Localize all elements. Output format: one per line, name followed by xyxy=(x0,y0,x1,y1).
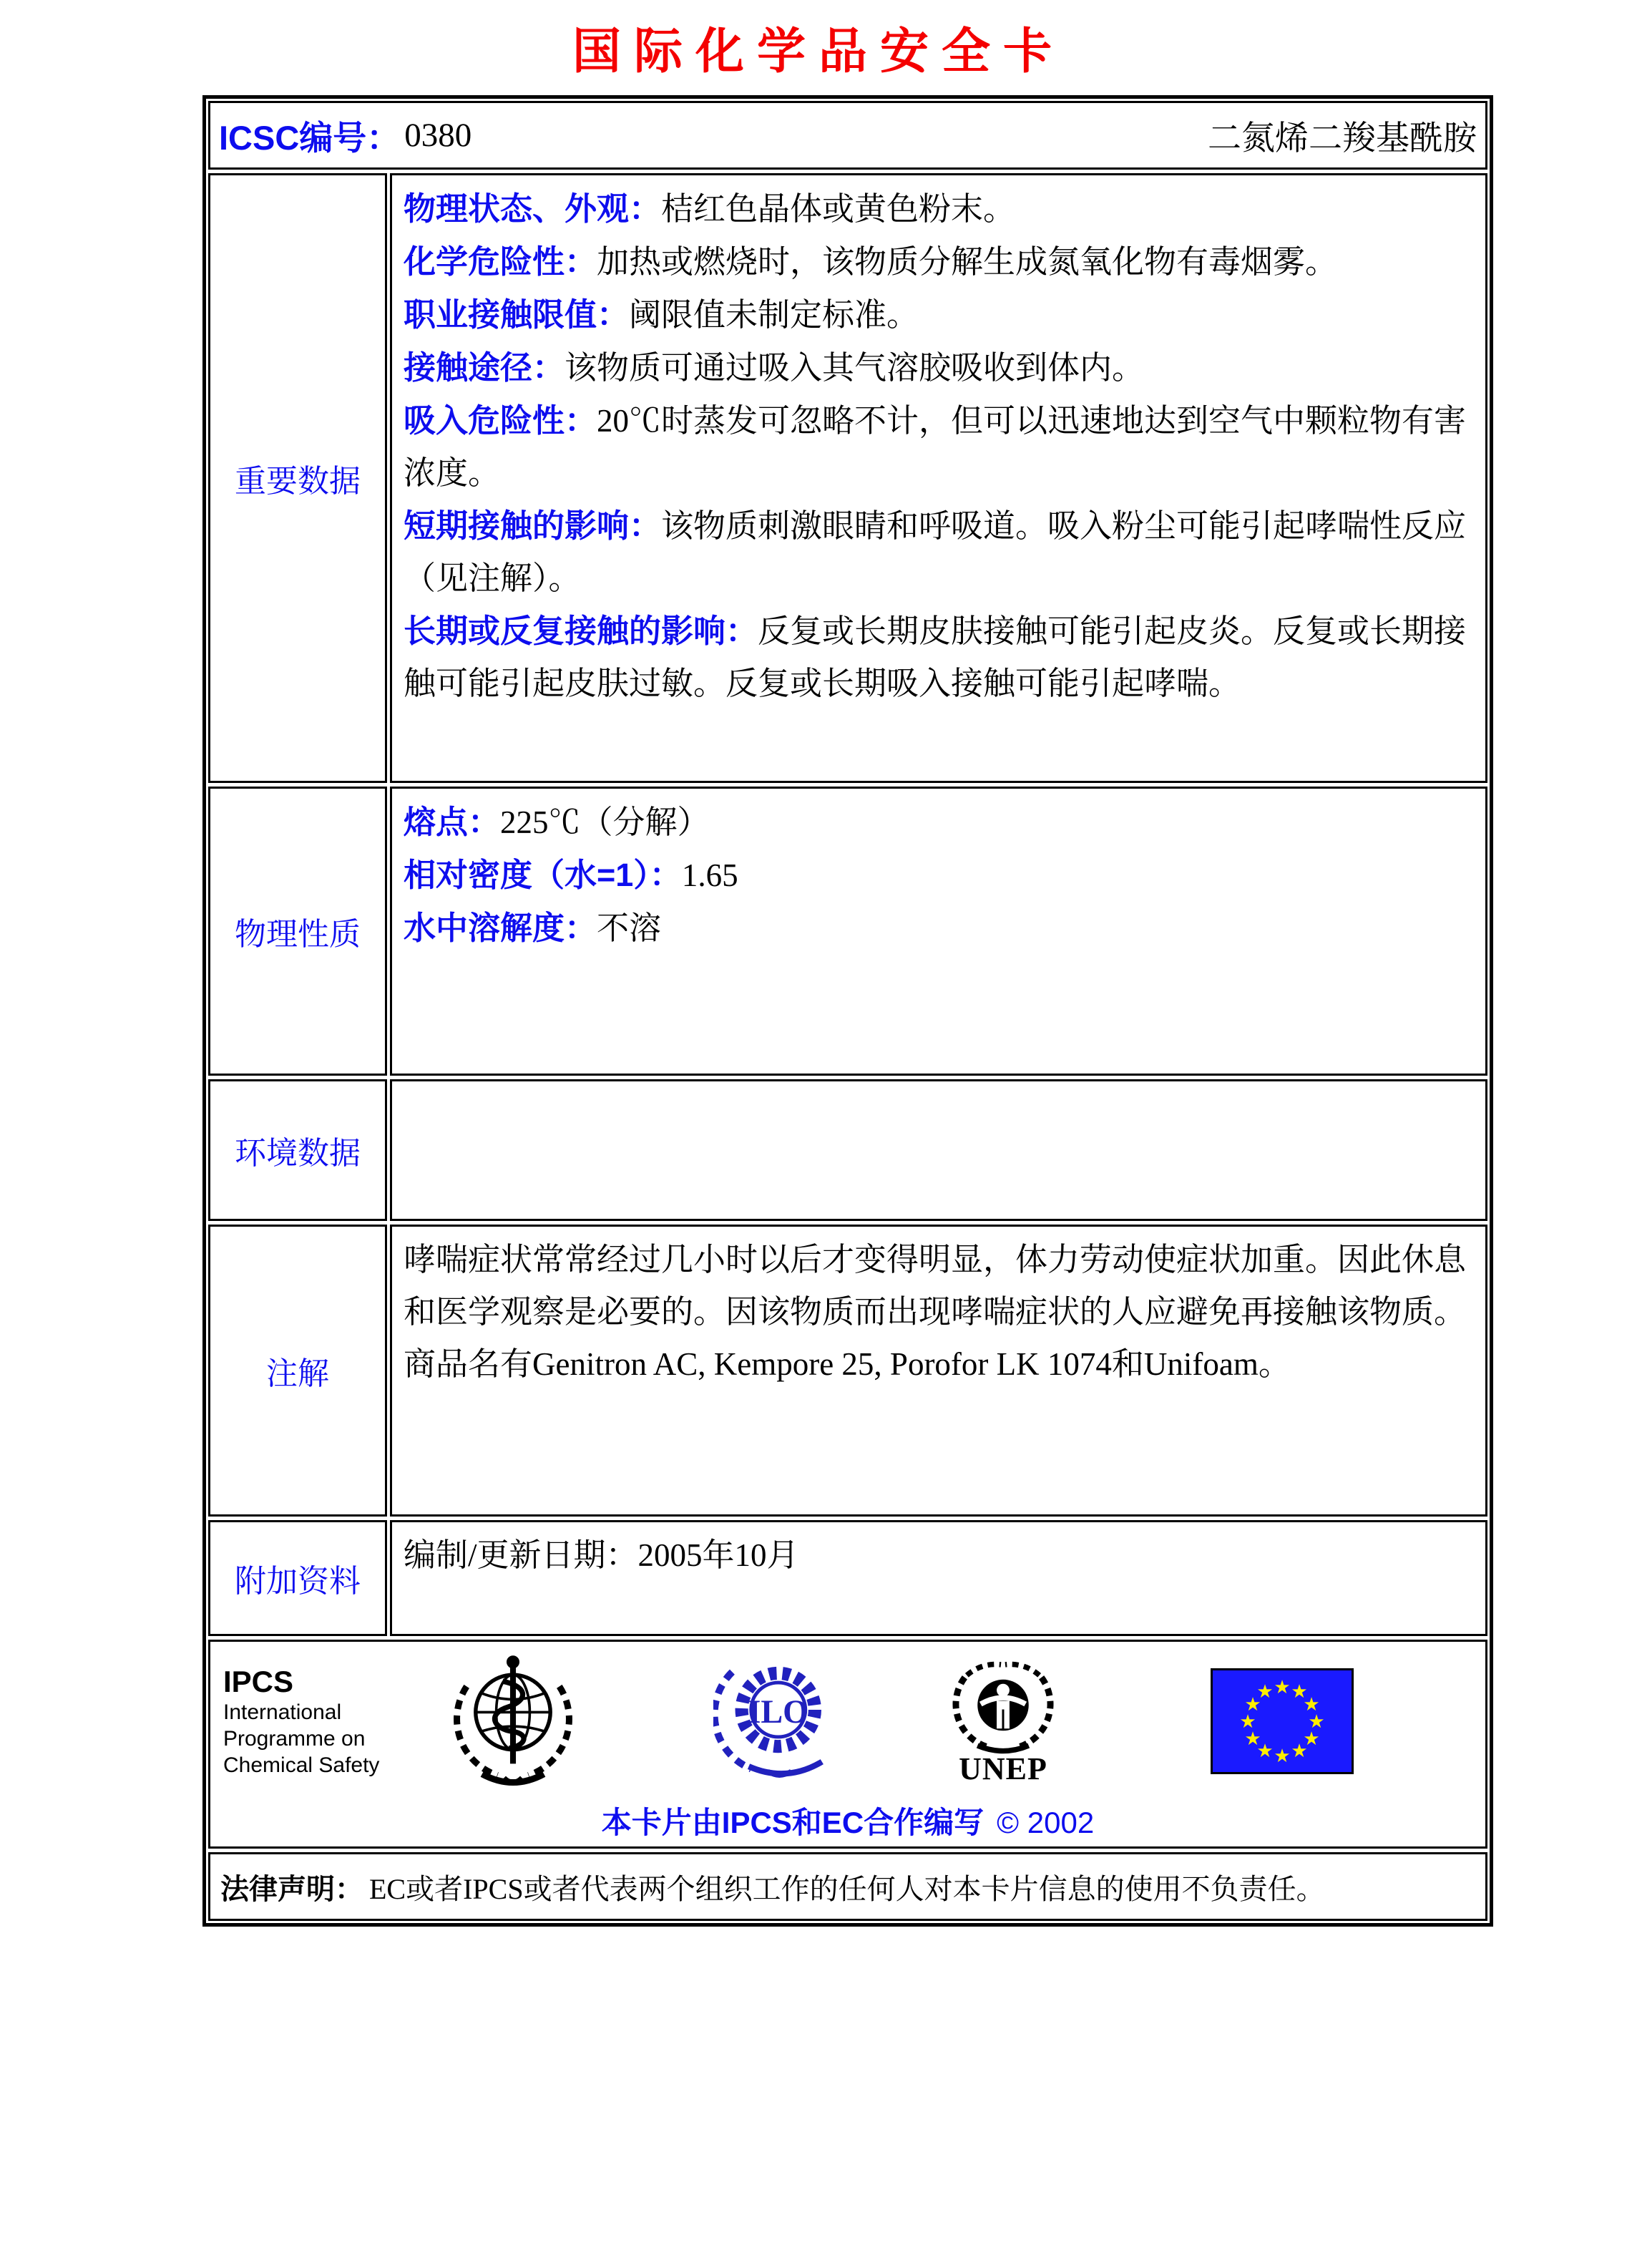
row-logos xyxy=(208,1640,1487,1849)
eu-star-icon: ★ xyxy=(1303,1728,1320,1750)
eu-star-icon: ★ xyxy=(1291,1681,1308,1703)
eu-star-icon: ★ xyxy=(1256,1681,1274,1703)
legal-notice-text: EC或者IPCS或者代表两个组织工作的任何人对本卡片信息的使用不负责任。 xyxy=(369,1872,1325,1905)
eu-star-icon: ★ xyxy=(1274,1746,1291,1767)
section-label-additional-info: 附加资料 xyxy=(235,1564,361,1599)
important-data-item: 职业接触限值：阈限值未制定标准。 xyxy=(404,296,919,333)
row-environmental-data xyxy=(208,1079,1487,1221)
who-logo-icon xyxy=(449,1650,577,1793)
section-label-notes: 注解 xyxy=(266,1356,329,1391)
row-legal xyxy=(208,1852,1487,1921)
header-row xyxy=(208,101,1487,170)
logos-strip xyxy=(210,1648,1485,1795)
eu-star-icon: ★ xyxy=(1244,1728,1261,1750)
ilo-letters: ILO xyxy=(748,1693,809,1730)
section-label-important-data: 重要数据 xyxy=(235,464,361,499)
physical-property-item: 水中溶解度：不溶 xyxy=(404,910,662,946)
unep-wordmark: UNEP xyxy=(959,1751,1047,1786)
section-label-environmental-data: 环境数据 xyxy=(235,1136,361,1171)
row-physical-properties xyxy=(208,787,1487,1076)
row-notes xyxy=(208,1225,1487,1517)
important-data-item: 短期接触的影响：该物质刺激眼睛和呼吸道。吸入粉尘可能引起哮喘性反应（见注解）。 xyxy=(404,507,1467,596)
update-date-line: 编制/更新日期：2005年10月 xyxy=(404,1537,799,1573)
eu-star-icon: ★ xyxy=(1256,1741,1274,1762)
page-title: 国际化学品安全卡 xyxy=(572,23,1065,80)
ipcs-acronym: IPCS xyxy=(223,1664,294,1698)
eu-flag-icon xyxy=(1211,1668,1354,1774)
legal-notice xyxy=(208,1852,1487,1921)
unep-logo-block xyxy=(949,1656,1057,1787)
eu-star-icon: ★ xyxy=(1291,1741,1308,1762)
environmental-data-content xyxy=(390,1079,1487,1221)
safety-card-table xyxy=(202,95,1493,1927)
chemical-name: 二氮烯二羧基酰胺 xyxy=(1208,120,1477,157)
eu-star-icon: ★ xyxy=(1303,1694,1320,1715)
icsc-number-label: ICSC编号： xyxy=(219,118,401,157)
notes-text: 哮喘症状常常经过几小时以后才变得明显，体力劳动使症状加重。因此休息和医学观察是必要的。因该物质而出现哮喘症状的人应避免再接触该物质。商品名有Genitron AC, Kempore 25, Porofor LK 1074和Unifoam。 xyxy=(404,1242,1467,1382)
important-data-item: 长期或反复接触的影响：反复或长期皮肤接触可能引起皮炎。反复或长期接触可能引起皮肤过敏。反复或长期吸入接触可能引起哮喘。 xyxy=(404,613,1467,701)
row-important-data xyxy=(208,173,1487,783)
physical-property-item: 相对密度（水=1）：1.65 xyxy=(404,857,738,893)
icsc-number-group xyxy=(219,112,471,160)
unep-logo-icon xyxy=(949,1656,1057,1756)
eu-star-icon: ★ xyxy=(1244,1694,1261,1715)
notes-content xyxy=(390,1225,1487,1517)
row-additional-info xyxy=(208,1520,1487,1636)
section-label-physical-properties: 物理性质 xyxy=(235,917,361,952)
eu-star-icon: ★ xyxy=(1239,1711,1256,1733)
important-data-item: 接触途径：该物质可通过吸入其气溶胶吸收到体内。 xyxy=(404,349,1145,386)
icsc-number-value: 0380 xyxy=(404,117,472,154)
physical-property-item: 熔点：225℃（分解） xyxy=(404,804,710,840)
important-data-content xyxy=(390,173,1487,783)
important-data-item: 化学危险性：加热或燃烧时，该物质分解生成氮氧化物有毒烟雾。 xyxy=(404,243,1338,280)
important-data-item: 物理状态、外观：桔红色晶体或黄色粉末。 xyxy=(404,190,1016,227)
important-data-item: 吸入危险性：20℃时蒸发可忽略不计，但可以迅速地达到空气中颗粒物有害浓度。 xyxy=(404,402,1467,491)
eu-star-icon: ★ xyxy=(1274,1677,1291,1698)
additional-info-content xyxy=(390,1520,1487,1636)
legal-notice-label: 法律声明： xyxy=(220,1873,363,1905)
physical-properties-content xyxy=(390,787,1487,1076)
cooperation-caption: 本卡片由IPCS和EC合作编写 © 2002 xyxy=(601,1806,1095,1839)
ilo-logo-icon xyxy=(713,1655,831,1788)
eu-star-icon: ★ xyxy=(1308,1711,1325,1733)
ipcs-text-block: IPCS International Programme on Chemical Safety xyxy=(223,1665,427,1778)
